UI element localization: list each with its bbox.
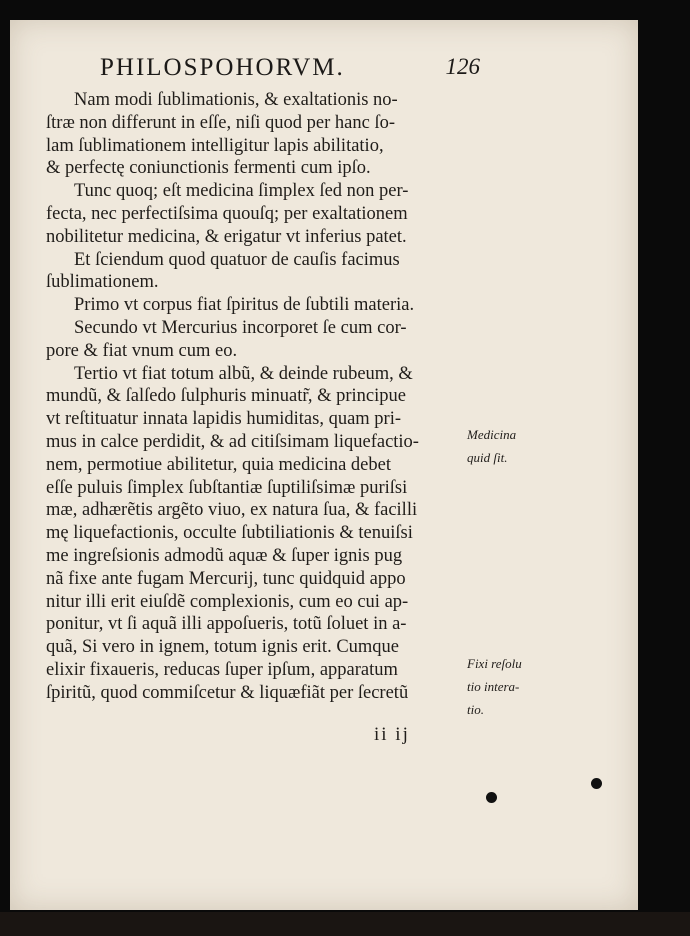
text-line: quã, Si vero in ignem, totum ignis erit. Cumque [46, 637, 400, 658]
text-line: ſublimationem. [46, 272, 159, 293]
text-line: fecta, nec perfectiſsima quouſq; per exaltationem [46, 203, 408, 224]
text-line: eſſe puluis ſimplex ſubſtantiæ ſuptiliſsimæ puriſsi [46, 477, 408, 498]
text-line: Tertio vt fiat totum albũ, & deinde rubeum, & [74, 363, 413, 384]
text-line: nobilitetur medicina, & erigatur vt inferius patet. [46, 226, 407, 247]
body-text [46, 89, 466, 705]
ink-spot [591, 778, 602, 789]
text-line: ſtræ non differunt in eſſe, niſi quod per hanc ſo- [46, 112, 396, 133]
text-line: pore & fiat vnum cum eo. [46, 340, 238, 361]
text-line: mus in calce perdidit, & ad citiſsimam liquefactio- [46, 431, 419, 452]
text-line: Et ſciendum quod quatuor de cauſis facimus [74, 249, 400, 270]
text-line: Secundo vt Mercurius incorporet ſe cum cor- [74, 317, 407, 338]
text-line: vt reſtituatur innata lapidis humiditas, quam pri- [46, 409, 402, 430]
running-head [100, 54, 480, 82]
text-line: & perfectę coniunctionis fermenti cum ipſo. [46, 158, 371, 179]
text-line: mæ, adhærẽtis argẽto viuo, ex natura ſua, & facilli [46, 500, 418, 521]
text-line: mundũ, & ſalſedo ſulphuris minuatr̃, & principue [46, 386, 406, 407]
marginal-note-line: tio. [467, 701, 484, 717]
scan-background [0, 912, 690, 936]
marginal-note-medicina [467, 424, 516, 470]
text-line: nem, permotiue abilitetur, quia medicina debet [46, 454, 391, 475]
text-line: Nam modi ſublimationis, & exaltationis no- [74, 90, 398, 110]
text-line: elixir fixaueris, reducas ſuper ipſum, apparatum [46, 659, 398, 680]
marginal-note-line: tio intera- [467, 678, 520, 694]
marginal-note-line: quid ſit. [467, 449, 508, 465]
running-head-title: PHILOSPOHORVM. [100, 54, 345, 81]
text-line: me ingreſsionis admodũ aquæ & ſuper ignis pug [46, 545, 403, 566]
text-line: lam ſublimationem intelligitur lapis abilitatio, [46, 135, 384, 156]
signature-mark: ii ij [374, 724, 410, 745]
marginal-note-line: Medicina [467, 427, 517, 442]
folio-number: 126 [445, 54, 480, 79]
text-line: mę liquefactionis, occulte ſubtiliationis & tenuiſsi [46, 523, 413, 544]
text-line: Primo vt corpus fiat ſpiritus de ſubtili materia. [74, 295, 415, 316]
text-line: ſpiritũ, quod commiſcetur & liquæfiãt per ſecretũ [46, 682, 409, 703]
text-line: nã fixe ante fugam Mercurij, tunc quidquid appo [46, 568, 406, 589]
ink-spot [486, 792, 497, 803]
text-line: ponitur, vt ſi aquã illi appoſueris, totũ ſoluet in a- [46, 614, 407, 635]
marginal-note-line: Fixi reſolu [467, 656, 522, 671]
text-line: Tunc quoq; eſt medicina ſimplex ſed non per- [74, 181, 409, 202]
text-line: nitur illi erit eiuſdẽ complexionis, cum eo cui ap- [46, 591, 409, 612]
marginal-note-fixi [467, 653, 522, 721]
